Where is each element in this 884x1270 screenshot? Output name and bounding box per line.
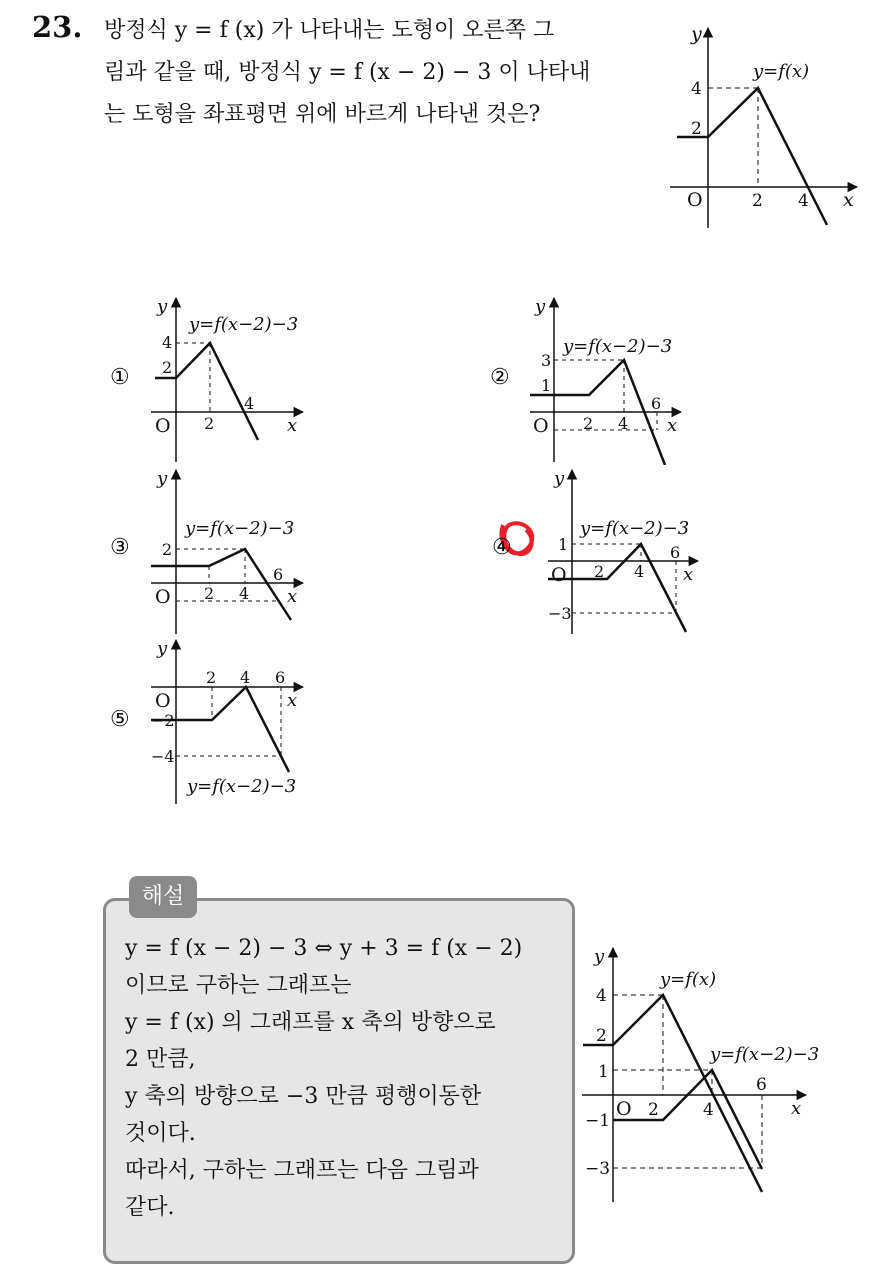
tick-label: 1 bbox=[558, 535, 569, 554]
tick-label: 1 bbox=[541, 376, 552, 395]
tick-label: 3 bbox=[541, 351, 552, 370]
x-axis-label: x bbox=[287, 690, 298, 711]
tick-label: −2 bbox=[151, 711, 175, 730]
choice-5-graph[interactable] bbox=[105, 632, 315, 807]
tick-label: 4 bbox=[240, 668, 251, 687]
solution-line: 따라서, 구하는 그래프는 다음 그림과 bbox=[125, 1158, 479, 1183]
tick-label: 2 bbox=[691, 119, 702, 139]
solution-line: 같다. bbox=[125, 1195, 175, 1220]
x-axis-label: x bbox=[683, 564, 694, 585]
tick-label: 4 bbox=[244, 394, 255, 413]
origin-label: O bbox=[155, 690, 171, 712]
choice-3-graph[interactable] bbox=[105, 462, 315, 637]
tick-label: 2 bbox=[206, 668, 217, 687]
tick-label: 2 bbox=[648, 1100, 659, 1120]
choice-4-graph[interactable] bbox=[476, 462, 706, 637]
y-axis-label: y bbox=[554, 468, 565, 489]
solution-text bbox=[125, 930, 565, 1226]
origin-label: O bbox=[687, 189, 703, 211]
question-line: 방정식 y = f (x) 가 나타내는 도형이 오른쪽 그 bbox=[104, 18, 555, 43]
tick-label: 4 bbox=[634, 562, 645, 581]
tick-label: −4 bbox=[151, 747, 175, 766]
solution-graph bbox=[580, 940, 880, 1210]
function-label-shifted: y=f(x−2)−3 bbox=[710, 1044, 820, 1065]
function-label: y=f(x−2)−3 bbox=[185, 518, 295, 539]
question-number: 23. bbox=[32, 10, 83, 44]
y-axis-label: y bbox=[535, 296, 546, 317]
solution-line: 이므로 구하는 그래프는 bbox=[125, 973, 352, 998]
tick-label: 2 bbox=[162, 540, 173, 559]
tick-label: 6 bbox=[275, 668, 286, 687]
tick-label: 6 bbox=[273, 565, 284, 584]
tick-label: 2 bbox=[583, 414, 594, 433]
tick-label: 2 bbox=[752, 191, 763, 211]
x-axis-label: x bbox=[287, 415, 298, 436]
tick-label: 2 bbox=[204, 414, 215, 433]
function-label: y=f(x) bbox=[753, 61, 810, 82]
function-label: y=f(x−2)−3 bbox=[580, 518, 690, 539]
y-axis-label: y bbox=[157, 296, 168, 317]
y-axis-label: y bbox=[157, 638, 168, 659]
x-axis-label: x bbox=[791, 1098, 802, 1119]
origin-label: O bbox=[155, 415, 171, 437]
question-line: 림과 같을 때, 방정식 y = f (x − 2) − 3 이 나타내 bbox=[104, 60, 591, 85]
tick-label: 6 bbox=[756, 1075, 767, 1095]
x-axis-label: x bbox=[287, 586, 298, 607]
x-axis-label: x bbox=[667, 415, 678, 436]
shifted-curve bbox=[613, 1070, 762, 1169]
solution-line: y = f (x − 2) − 3 ⇔ y + 3 = f (x − 2) bbox=[125, 936, 523, 961]
tick-label: 4 bbox=[618, 414, 629, 433]
solution-line: 것이다. bbox=[125, 1121, 196, 1146]
choice-2-graph[interactable] bbox=[485, 290, 695, 465]
solution-tag: 해설 bbox=[129, 876, 197, 918]
choice-mark[interactable]: ① bbox=[110, 365, 130, 390]
tick-label: 6 bbox=[651, 394, 662, 413]
function-label: y=f(x−2)−3 bbox=[187, 776, 297, 797]
y-axis-label: y bbox=[594, 946, 605, 967]
tick-label: 2 bbox=[594, 562, 605, 581]
tick-label: 2 bbox=[204, 584, 215, 603]
choice-1-graph[interactable] bbox=[105, 290, 315, 465]
choice-mark[interactable]: ③ bbox=[110, 535, 130, 560]
tick-label: −3 bbox=[585, 1159, 611, 1179]
question-text bbox=[104, 10, 644, 136]
tick-label: 2 bbox=[596, 1026, 607, 1046]
origin-label: O bbox=[616, 1098, 632, 1120]
y-axis-label: y bbox=[691, 23, 702, 45]
tick-label: 4 bbox=[239, 584, 250, 603]
tick-label: 6 bbox=[670, 543, 681, 562]
choice-mark[interactable]: ② bbox=[490, 365, 510, 390]
function-label-original: y=f(x) bbox=[660, 969, 717, 990]
x-axis-label: x bbox=[843, 189, 854, 211]
origin-label: O bbox=[155, 586, 171, 608]
origin-label: O bbox=[533, 415, 549, 437]
tick-label: 4 bbox=[691, 79, 702, 99]
tick-label: 4 bbox=[798, 191, 809, 211]
tick-label: 2 bbox=[162, 358, 173, 377]
choice-mark[interactable]: ④ bbox=[492, 535, 512, 560]
tick-label: −1 bbox=[585, 1111, 611, 1131]
solution-line: y 축의 방향으로 −3 만큼 평행이동한 bbox=[125, 1084, 482, 1109]
main-graph bbox=[665, 20, 865, 235]
graph-curve bbox=[151, 549, 291, 620]
origin-label: O bbox=[551, 564, 567, 586]
tick-label: −3 bbox=[548, 604, 572, 623]
tick-label: 4 bbox=[703, 1100, 714, 1120]
tick-label: 4 bbox=[162, 333, 173, 352]
tick-label: 4 bbox=[596, 986, 607, 1006]
question-line: 는 도형을 좌표평면 위에 바르게 나타낸 것은? bbox=[104, 102, 541, 127]
choice-mark[interactable]: ⑤ bbox=[110, 707, 130, 732]
function-label: y=f(x−2)−3 bbox=[563, 336, 673, 357]
function-label: y=f(x−2)−3 bbox=[189, 314, 299, 335]
solution-line: y = f (x) 의 그래프를 x 축의 방향으로 bbox=[125, 1010, 496, 1035]
y-axis-label: y bbox=[157, 468, 168, 489]
tick-label: 1 bbox=[598, 1062, 609, 1082]
solution-line: 2 만큼, bbox=[125, 1047, 196, 1072]
